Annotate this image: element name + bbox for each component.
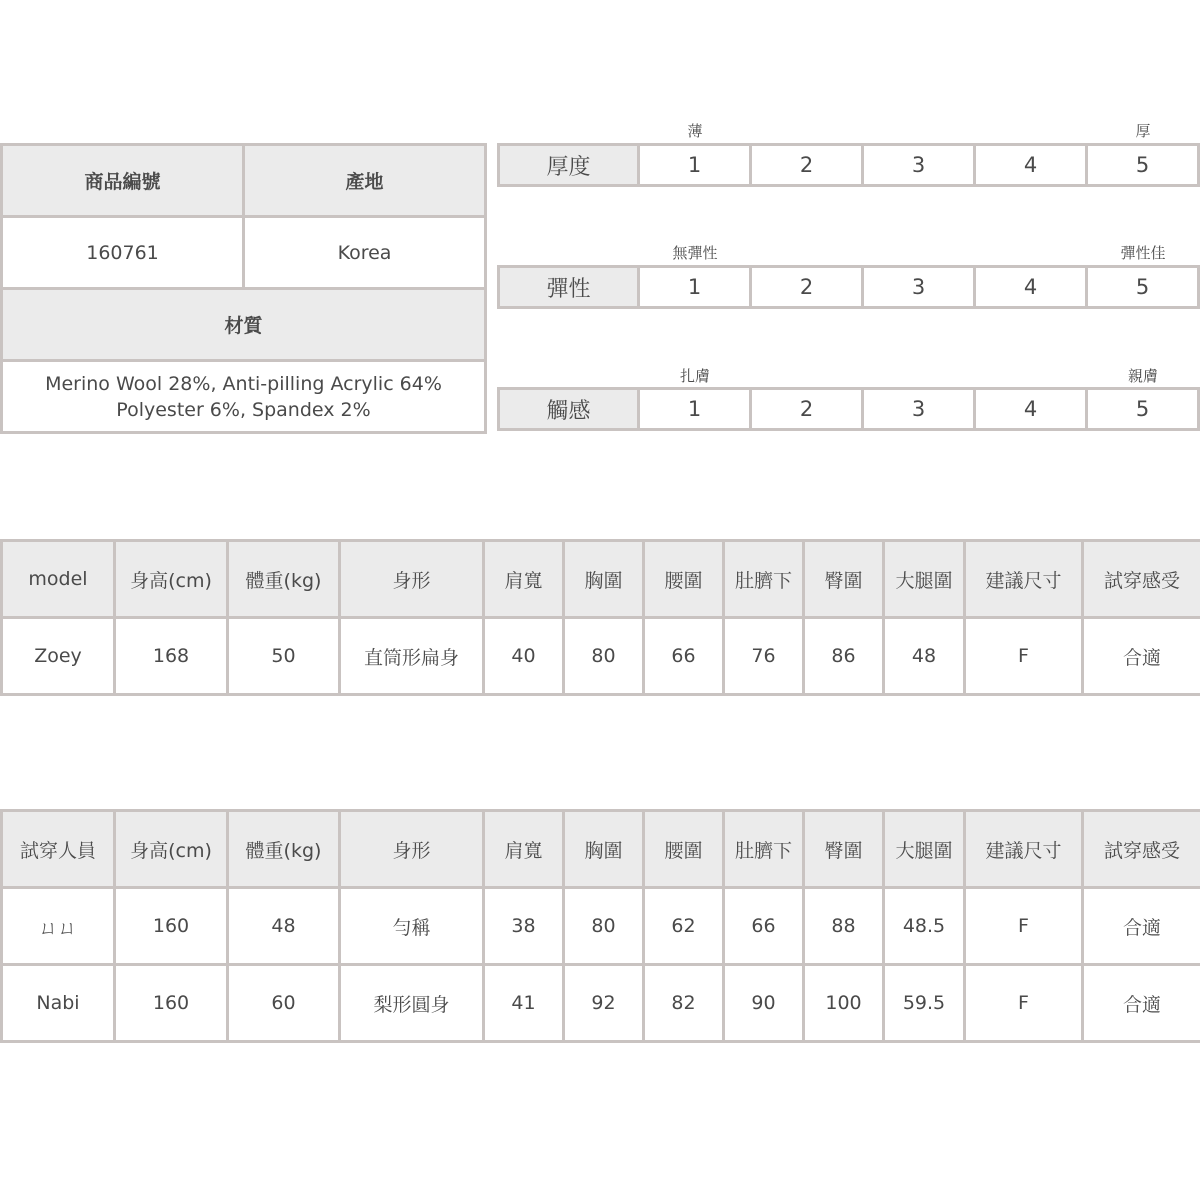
table-cell: 合適 — [1083, 888, 1200, 965]
table-row — [2, 618, 1200, 695]
material-header: 材質 — [2, 289, 486, 361]
table-cell: 80 — [564, 618, 644, 695]
scale-value: 3 — [863, 389, 975, 430]
scale-value: 1 — [639, 145, 751, 186]
table-cell: 合適 — [1083, 618, 1200, 695]
thickness-label: 厚度 — [499, 145, 639, 186]
column-header: 建議尺寸 — [965, 541, 1083, 618]
table-cell: 160 — [115, 888, 228, 965]
table-cell: Zoey — [2, 618, 115, 695]
scale-value: 4 — [975, 389, 1087, 430]
table-cell: 梨形圓身 — [340, 965, 484, 1042]
column-header: 身形 — [340, 811, 484, 888]
table-cell: 66 — [644, 618, 724, 695]
thickness-high-caption: 厚 — [1135, 122, 1151, 140]
model-size-table — [0, 539, 1200, 696]
table-cell: F — [965, 618, 1083, 695]
column-header: 肩寬 — [484, 811, 564, 888]
table-cell: 160 — [115, 965, 228, 1042]
column-header: 試穿感受 — [1083, 811, 1200, 888]
scale-value: 2 — [751, 389, 863, 430]
table-cell: Nabi — [2, 965, 115, 1042]
texture-high-caption: 親膚 — [1127, 367, 1159, 385]
tester-size-table — [0, 809, 1200, 1043]
scale-value: 2 — [751, 145, 863, 186]
table-cell: 48.5 — [884, 888, 965, 965]
column-header: 建議尺寸 — [965, 811, 1083, 888]
table-cell: 168 — [115, 618, 228, 695]
column-header: 胸圍 — [564, 811, 644, 888]
column-header: 體重(kg) — [228, 811, 340, 888]
column-header: 臀圍 — [804, 811, 884, 888]
table-cell: 41 — [484, 965, 564, 1042]
texture-scale — [497, 387, 1200, 431]
column-header: 身高(cm) — [115, 541, 228, 618]
column-header: 身高(cm) — [115, 811, 228, 888]
column-header: 肚臍下 — [724, 811, 804, 888]
scale-value: 4 — [975, 145, 1087, 186]
product-code-header: 商品編號 — [2, 145, 244, 217]
scale-value: 5 — [1087, 389, 1199, 430]
table-cell: 60 — [228, 965, 340, 1042]
column-header: 腰圍 — [644, 811, 724, 888]
table-cell: 80 — [564, 888, 644, 965]
table-cell: 59.5 — [884, 965, 965, 1042]
table-cell: 62 — [644, 888, 724, 965]
scale-value: 5 — [1087, 145, 1199, 186]
column-header: 體重(kg) — [228, 541, 340, 618]
column-header: 肚臍下 — [724, 541, 804, 618]
table-cell: 82 — [644, 965, 724, 1042]
origin-header: 產地 — [244, 145, 486, 217]
texture-low-caption: 扎膚 — [679, 367, 711, 385]
elasticity-low-caption: 無彈性 — [672, 244, 718, 262]
table-row — [2, 888, 1200, 965]
table-cell: 38 — [484, 888, 564, 965]
table-cell: F — [965, 888, 1083, 965]
column-header: 腰圍 — [644, 541, 724, 618]
texture-label: 觸感 — [499, 389, 639, 430]
table-cell: 76 — [724, 618, 804, 695]
table-cell: ㄩㄩ — [2, 888, 115, 965]
column-header: 試穿人員 — [2, 811, 115, 888]
table-cell: 50 — [228, 618, 340, 695]
scale-value: 1 — [639, 267, 751, 308]
table-cell: 勻稱 — [340, 888, 484, 965]
column-header: 臀圍 — [804, 541, 884, 618]
material-line-1: Merino Wool 28%, Anti-pilling Acrylic 64% — [45, 372, 442, 395]
table-cell: 86 — [804, 618, 884, 695]
scale-value: 4 — [975, 267, 1087, 308]
column-header: 大腿圍 — [884, 811, 965, 888]
origin-value: Korea — [244, 217, 486, 289]
scale-value: 3 — [863, 267, 975, 308]
column-header: model — [2, 541, 115, 618]
material-line-2: Polyester 6%, Spandex 2% — [116, 398, 371, 421]
table-cell: 90 — [724, 965, 804, 1042]
scale-value: 5 — [1087, 267, 1199, 308]
column-header: 大腿圍 — [884, 541, 965, 618]
table-cell: 66 — [724, 888, 804, 965]
table-cell: 88 — [804, 888, 884, 965]
table-cell: 92 — [564, 965, 644, 1042]
table-cell: 40 — [484, 618, 564, 695]
thickness-low-caption: 薄 — [687, 122, 703, 140]
column-header: 身形 — [340, 541, 484, 618]
column-header: 胸圍 — [564, 541, 644, 618]
elasticity-high-caption: 彈性佳 — [1120, 244, 1166, 262]
table-cell: 直筒形扁身 — [340, 618, 484, 695]
column-header: 試穿感受 — [1083, 541, 1200, 618]
thickness-scale — [497, 143, 1200, 187]
table-cell: F — [965, 965, 1083, 1042]
scale-value: 3 — [863, 145, 975, 186]
table-cell: 48 — [884, 618, 965, 695]
scale-value: 2 — [751, 267, 863, 308]
table-cell: 100 — [804, 965, 884, 1042]
column-header: 肩寬 — [484, 541, 564, 618]
table-row — [2, 965, 1200, 1042]
elasticity-scale — [497, 265, 1200, 309]
product-info-table — [0, 143, 487, 434]
product-code-value: 160761 — [2, 217, 244, 289]
scale-value: 1 — [639, 389, 751, 430]
material-value — [2, 361, 486, 433]
table-cell: 合適 — [1083, 965, 1200, 1042]
table-cell: 48 — [228, 888, 340, 965]
elasticity-label: 彈性 — [499, 267, 639, 308]
